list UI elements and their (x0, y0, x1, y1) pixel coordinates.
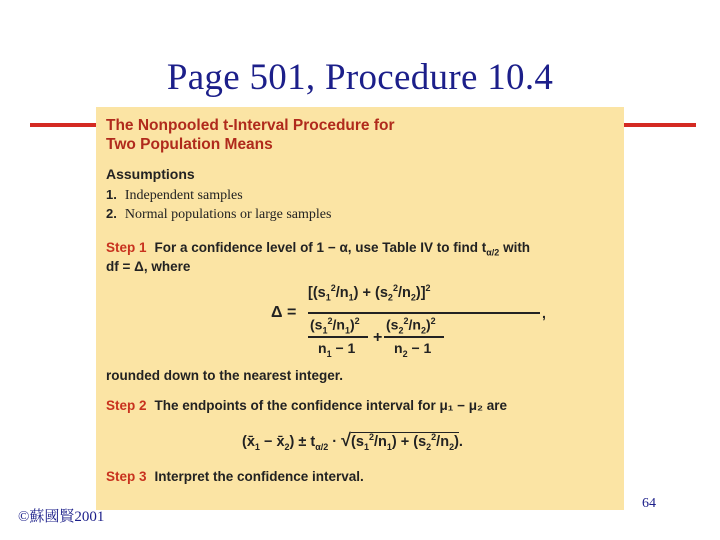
denominator-term2-top: $(s_2^2/n_2)^2$ (386, 316, 436, 336)
left-accent-rule (30, 123, 98, 127)
formula-fraction-bar (308, 312, 540, 314)
denominator-term1-top: $(s_1^2/n_1)^2$ (310, 316, 360, 336)
right-accent-rule (622, 123, 696, 127)
assumption-item: 1. Independent samples (106, 187, 243, 203)
step2-line: Step 2 The endpoints of the confidence interval for μ₁ − μ₂ are (106, 398, 508, 413)
formula-numerator: $[(s_1^2/n_1) + (s_2^2/n_2)]^2$ (308, 283, 431, 303)
step1-label: Step 1 (106, 240, 147, 255)
card-title-line2: Two Population Means (106, 136, 273, 153)
procedure-card (96, 107, 624, 510)
denominator-term2-bar (384, 336, 444, 338)
step2-label: Step 2 (106, 398, 147, 413)
denominator-plus: + (373, 329, 383, 346)
denominator-term1-bottom: $n_1 - 1$ (318, 340, 356, 359)
assumptions-heading: Assumptions (106, 166, 195, 182)
card-title (106, 116, 395, 154)
assumption-item: 2. Normal populations or large samples (106, 206, 332, 222)
denominator-term1-bar (308, 336, 368, 338)
delta-symbol: Δ = (271, 304, 297, 321)
copyright-footer: ©蘇國賢2001 (18, 509, 105, 525)
ci-formula: ($x̄_1$ − $x̄_2) \pm t_{\alpha/2} \cdot √(s_1^2/n_1) + (s_2^2/n_2)$. (242, 430, 463, 452)
page-number: 64 (642, 496, 656, 511)
denominator-term2-bottom: $n_2 - 1$ (394, 340, 432, 359)
step3-label: Step 3 (106, 469, 147, 484)
step1-rounding: rounded down to the nearest integer. (106, 368, 344, 383)
step3-line: Step 3 Interpret the confidence interval. (106, 469, 364, 484)
formula-comma: , (542, 305, 546, 321)
card-title-line1: The Nonpooled t-Interval Procedure for (106, 117, 395, 134)
step1-line1: Step 1 For a confidence level of 1 − α, use Table IV to find $t_{\alpha/2}$ with (106, 240, 531, 258)
step1-line2: df = Δ, where (106, 259, 191, 274)
slide-title: Page 501, Procedure 10.4 (166, 57, 554, 98)
